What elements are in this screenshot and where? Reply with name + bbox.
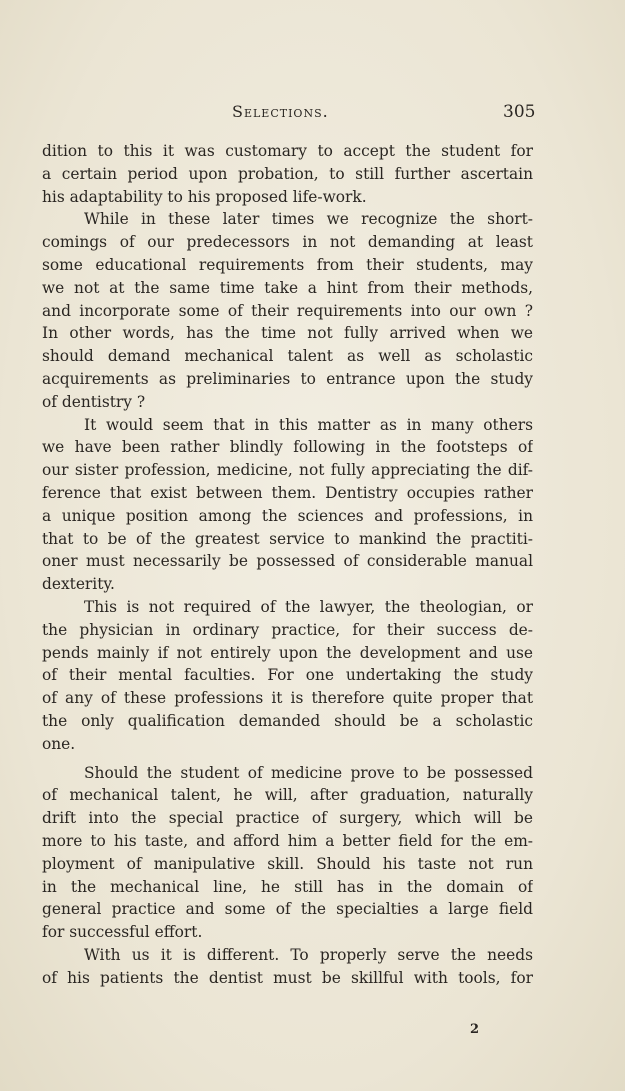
text-line: With us it is different. To properly serve the needs [84,945,533,964]
text-line: dition to this it was customary to accept the student for [42,142,533,160]
text-line: of mechanical talent, he will, after graduation, naturally [42,786,533,805]
text-line: In other words, has the time not fully arrived when we [42,324,533,343]
text-line: one. [42,734,76,753]
page-number: 305 [503,102,536,122]
text-line: ference that exist between them. Dentistry occupies rather [42,483,533,502]
paragraph [42,596,533,756]
paragraph [42,140,533,208]
text-line: and incorporate some of their requirements into our own ? [42,301,533,320]
text-line: While in these later times we recognize the short- [84,210,533,229]
text-line: a certain period upon probation, to still further ascertain [42,164,533,183]
text-line: comings of our predecessors in not demanding at least [42,233,533,252]
text-line: dexterity. [42,575,115,594]
text-line: for successful effort. [42,923,203,942]
text-line: of their mental faculties. For one undertaking the study [42,666,533,685]
paragraph [42,762,533,944]
text-line: the physician in ordinary practice, for their success de- [42,620,533,639]
body-text [42,140,533,989]
text-line: pends mainly if not entirely upon the development and use [42,643,533,662]
running-head [0,100,625,130]
text-line: some educational requirements from their students, may [42,255,533,274]
paragraph [42,414,533,596]
text-line: This is not required of the lawyer, the theologian, or [84,597,533,616]
text-line: It would seem that in this matter as in many others [84,415,533,434]
paragraph [42,944,533,990]
text-line: that to be of the greatest service to mankind the practiti- [42,529,533,548]
text-line: of his patients the dentist must be skillful with tools, for [42,968,533,987]
text-line: ployment of manipulative skill. Should his taste not run [42,854,533,873]
text-line: should demand mechanical talent as well as scholastic [42,347,533,366]
text-line: drift into the special practice of surgery, which will be [42,809,533,828]
text-line: Should the student of medicine prove to be possessed [84,763,533,782]
text-line: of dentistry ? [42,392,146,411]
text-line: our sister profession, medicine, not fully appreciating the dif- [42,461,533,480]
text-line: acquirements as preliminaries to entrance upon the study [42,369,533,388]
text-line: a unique position among the sciences and professions, in [42,506,533,525]
text-line: more to his taste, and afford him a better field for the em- [42,831,533,850]
text-line: we have been rather blindly following in the footsteps of [42,438,533,457]
text-line: of any of these professions it is therefore quite proper that [42,689,533,708]
text-line: oner must necessarily be possessed of considerable manual [42,552,533,571]
running-head-title: Selections. [232,102,329,121]
text-line: general practice and some of the specialties a large field [42,900,533,919]
text-line: in the mechanical line, he still has in the domain of [42,877,533,896]
text-line: the only qualification demanded should be a scholastic [42,711,533,730]
text-line: his adaptability to his proposed life-work. [42,187,367,206]
signature-mark: 2 [470,1022,480,1037]
paragraph [42,208,533,413]
text-line: we not at the same time take a hint from their methods, [42,278,533,297]
